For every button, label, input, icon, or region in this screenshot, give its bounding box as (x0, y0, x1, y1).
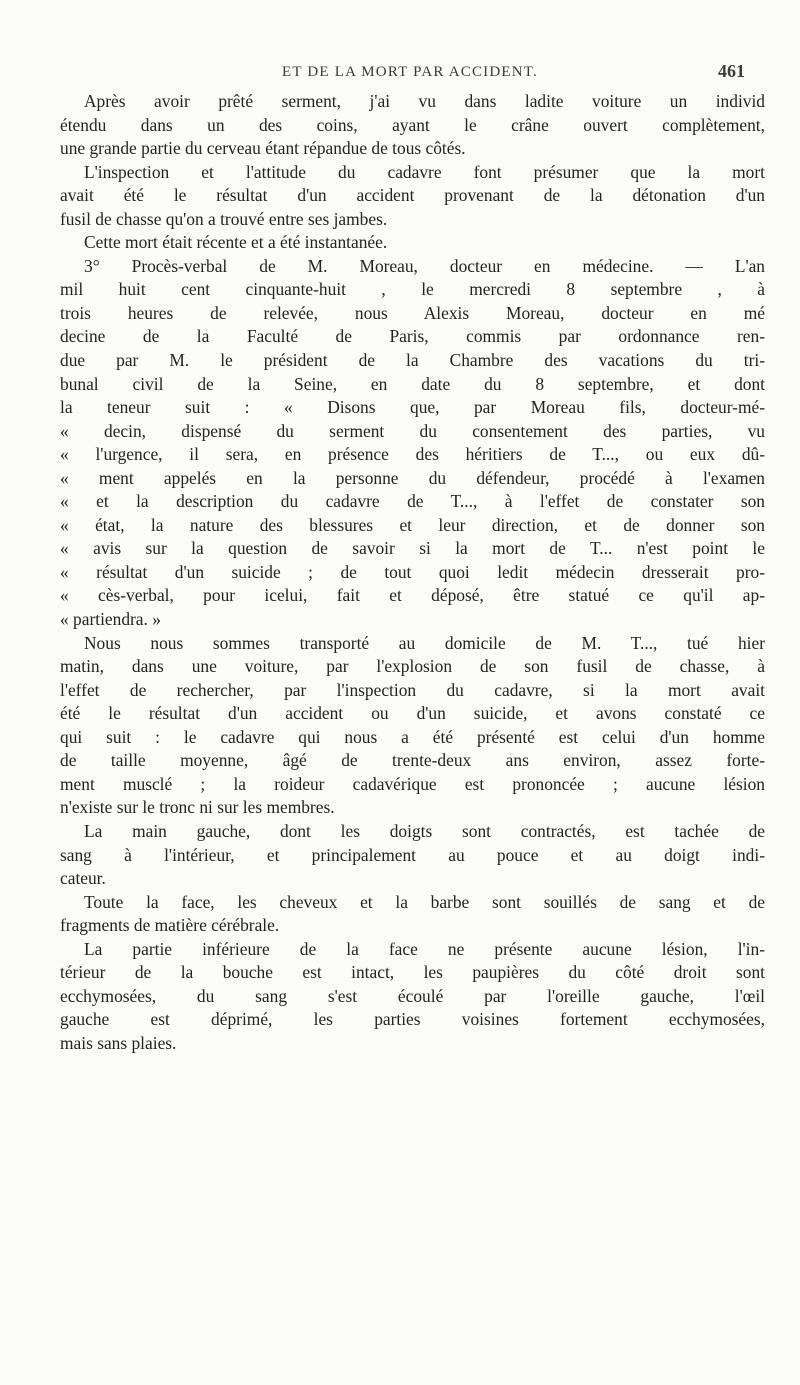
text-line: térieur de la bouche est intact, les paupières du côté droit sont (60, 962, 765, 983)
running-head: ET DE LA MORT PAR ACCIDENT. (282, 64, 538, 80)
text-line: Cette mort était récente et a été instantanée. (84, 232, 388, 253)
text-line: ecchymosées, du sang s'est écoulé par l'oreille gauche, l'œil (60, 985, 765, 1006)
text-line: Après avoir prêté serment, j'ai vu dans ladite voiture un individ (84, 91, 765, 111)
text-line: une grande partie du cerveau étant répandue de tous côtés. (60, 138, 466, 159)
text-line: Nous nous sommes transporté au domicile de M. T..., tué hier (84, 632, 765, 653)
text-line: « état, la nature des blessures et leur direction, et de donner son (60, 514, 765, 535)
body-text (60, 90, 765, 1055)
page-number: 461 (718, 61, 745, 81)
text-line: matin, dans une voiture, par l'explosion de son fusil de chasse, à (60, 656, 765, 677)
text-line: « avis sur la question de savoir si la mort de T... n'est point le (60, 538, 765, 559)
text-line: étendu dans un des coins, ayant le crâne ouvert complètement, (60, 114, 765, 135)
text-line: gauche est déprimé, les parties voisines fortement ecchymosées, (60, 1009, 765, 1030)
text-line: trois heures de relevée, nous Alexis Moreau, docteur en mé (60, 302, 765, 323)
text-line: fragments de matière cérébrale. (60, 915, 280, 936)
text-line: Toute la face, les cheveux et la barbe sont souillés de sang et de (84, 891, 765, 912)
text-line: cateur. (60, 868, 106, 889)
text-line: due par M. le président de la Chambre des vacations du tri- (60, 350, 765, 371)
text-line: avait été le résultat d'un accident provenant de la détonation d'un (60, 185, 765, 206)
text-line: La partie inférieure de la face ne présente aucune lésion, l'in- (84, 938, 765, 959)
text-line: bunal civil de la Seine, en date du 8 septembre, et dont (60, 373, 765, 394)
text-line: « l'urgence, il sera, en présence des héritiers de T..., ou eux dû- (60, 444, 765, 465)
text-line: « résultat d'un suicide ; de tout quoi ledit médecin dresserait pro- (60, 561, 765, 582)
text-line: été le résultat d'un accident ou d'un suicide, et avons constaté ce (60, 703, 765, 724)
text-line: La main gauche, dont les doigts sont contractés, est tachée de (84, 820, 765, 841)
text-line: « decin, dispensé du serment du consentement des parties, vu (60, 420, 765, 441)
text-line: ment musclé ; la roideur cadavérique est prononcée ; aucune lésion (60, 773, 765, 794)
text-line: « et la description du cadavre de T..., à l'effet de constater son (60, 491, 765, 512)
text-line: la teneur suit : « Disons que, par Moreau fils, docteur-mé- (60, 397, 765, 418)
text-line: « ment appelés en la personne du défendeur, procédé à l'examen (60, 467, 765, 488)
text-line: mais sans plaies. (60, 1032, 177, 1053)
text-line: « partiendra. » (60, 609, 161, 630)
text-line: mil huit cent cinquante-huit , le mercredi 8 septembre , à (60, 279, 765, 300)
text-line: « cès-verbal, pour icelui, fait et déposé, être statué ce qu'il ap- (60, 585, 765, 606)
text-line: L'inspection et l'attitude du cadavre font présumer que la mort (84, 161, 765, 182)
text-line: de taille moyenne, âgé de trente-deux ans environ, assez forte- (60, 750, 765, 771)
text-line: n'existe sur le tronc ni sur les membres. (60, 797, 335, 818)
text-line: l'effet de rechercher, par l'inspection du cadavre, si la mort avait (60, 679, 765, 700)
text-line: qui suit : le cadavre qui nous a été présenté est celui d'un homme (60, 726, 765, 747)
text-line: fusil de chasse qu'on a trouvé entre ses jambes. (60, 208, 388, 229)
text-line: decine de la Faculté de Paris, commis par ordonnance ren- (60, 326, 765, 347)
text-line: sang à l'intérieur, et principalement au pouce et au doigt indi- (60, 844, 765, 865)
text-line: 3° Procès-verbal de M. Moreau, docteur en médecine. — L'an (84, 255, 765, 276)
